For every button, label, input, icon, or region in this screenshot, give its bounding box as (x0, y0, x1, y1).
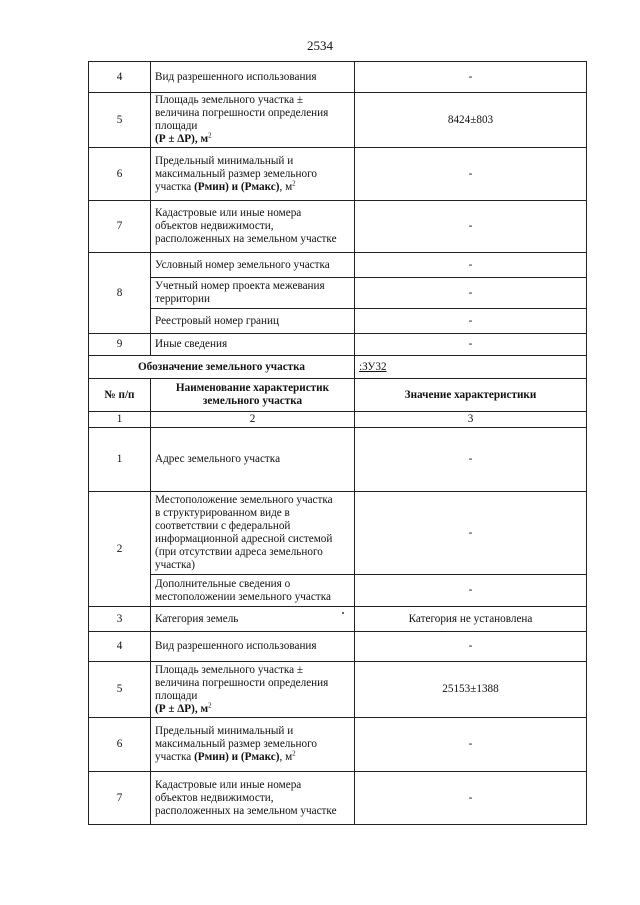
characteristic-name: Условный номер земельного участка (151, 253, 355, 278)
row-number: 2 (89, 492, 151, 607)
table-row (89, 575, 587, 607)
row-number: 5 (89, 93, 151, 148)
characteristic-value: - (355, 428, 587, 492)
land-plot-table (88, 61, 587, 825)
characteristic-value: - (355, 148, 587, 201)
characteristic-value: 25153±1388 (355, 662, 587, 718)
table-row (89, 718, 587, 772)
index-3: 3 (355, 412, 587, 428)
characteristic-name: Предельный минимальный и максимальный размер земельного участка (Рмин) и (Рмакс), $м^2$ (151, 718, 355, 772)
page-number: 2534 (307, 38, 333, 53)
table-row (89, 253, 587, 278)
row-number: 5 (89, 662, 151, 718)
characteristic-name: Учетный номер проекта межевания территории (151, 278, 355, 309)
characteristic-value: - (355, 492, 587, 575)
header-number: № п/п (89, 379, 151, 412)
scan-speck (342, 612, 344, 614)
characteristic-name: Местоположение земельного участка в структурированном виде в соответствии с федеральной информационной адресной системой (при отсутствии адреса земельного участка) (151, 492, 355, 575)
table-row (89, 428, 587, 492)
characteristic-name: Категория земель (151, 607, 355, 632)
table-row (89, 62, 587, 93)
characteristic-name: Кадастровые или иные номера объектов недвижимости, расположенных на земельном участке (151, 772, 355, 825)
table-row (89, 607, 587, 632)
characteristic-name: Площадь земельного участка ± величина погрешности определения площади (Р ± ΔР), $м^2$ (151, 662, 355, 718)
row-number: 6 (89, 718, 151, 772)
table-row (89, 492, 587, 575)
row-number: 3 (89, 607, 151, 632)
characteristic-value: - (355, 62, 587, 93)
characteristic-value: - (355, 278, 587, 309)
characteristic-name: Реестровый номер границ (151, 309, 355, 334)
characteristic-name: Вид разрешенного использования (151, 62, 355, 93)
index-row (89, 412, 587, 428)
row-number: 7 (89, 201, 151, 253)
table-row (89, 334, 587, 356)
characteristic-name: Кадастровые или иные номера объектов недвижимости, расположенных на земельном участке (151, 201, 355, 253)
header-value: Значение характеристики (355, 379, 587, 412)
header-row (89, 379, 587, 412)
row-number: 1 (89, 428, 151, 492)
zone-title: Обозначение земельного участка (89, 356, 355, 379)
index-2: 2 (151, 412, 355, 428)
table-row (89, 632, 587, 662)
characteristic-value: - (355, 632, 587, 662)
characteristic-value: - (355, 201, 587, 253)
characteristic-name: Дополнительные сведения о местоположении земельного участка (151, 575, 355, 607)
characteristic-value: - (355, 309, 587, 334)
characteristic-name: Вид разрешенного использования (151, 632, 355, 662)
characteristic-value: 8424±803 (355, 93, 587, 148)
table-row (89, 309, 587, 334)
characteristic-name: Предельный минимальный и максимальный размер земельного участка (Рмин) и (Рмакс), $м^2$ (151, 148, 355, 201)
row-number: 6 (89, 148, 151, 201)
row-number: 7 (89, 772, 151, 825)
characteristic-value: - (355, 253, 587, 278)
characteristic-value: - (355, 718, 587, 772)
row-number: 4 (89, 632, 151, 662)
row-number: 4 (89, 62, 151, 93)
characteristic-value: - (355, 772, 587, 825)
characteristic-value: Категория не установлена (355, 607, 587, 632)
table-row (89, 662, 587, 718)
table-row (89, 93, 587, 148)
table-row (89, 772, 587, 825)
characteristic-value: - (355, 334, 587, 356)
table-row (89, 278, 587, 309)
characteristic-name: Адрес земельного участка (151, 428, 355, 492)
row-number: 8 (89, 253, 151, 334)
table-row (89, 201, 587, 253)
zone-value: :ЗУ32 (355, 356, 587, 379)
characteristic-name: Площадь земельного участка ± величина погрешности определения площади (Р ± ΔР), $м^2$ (151, 93, 355, 148)
header-name: Наименование характеристик земельного участка (151, 379, 355, 412)
index-1: 1 (89, 412, 151, 428)
characteristic-value: - (355, 575, 587, 607)
row-number: 9 (89, 334, 151, 356)
characteristic-name: Иные сведения (151, 334, 355, 356)
table-row (89, 148, 587, 201)
zone-row (89, 356, 587, 379)
